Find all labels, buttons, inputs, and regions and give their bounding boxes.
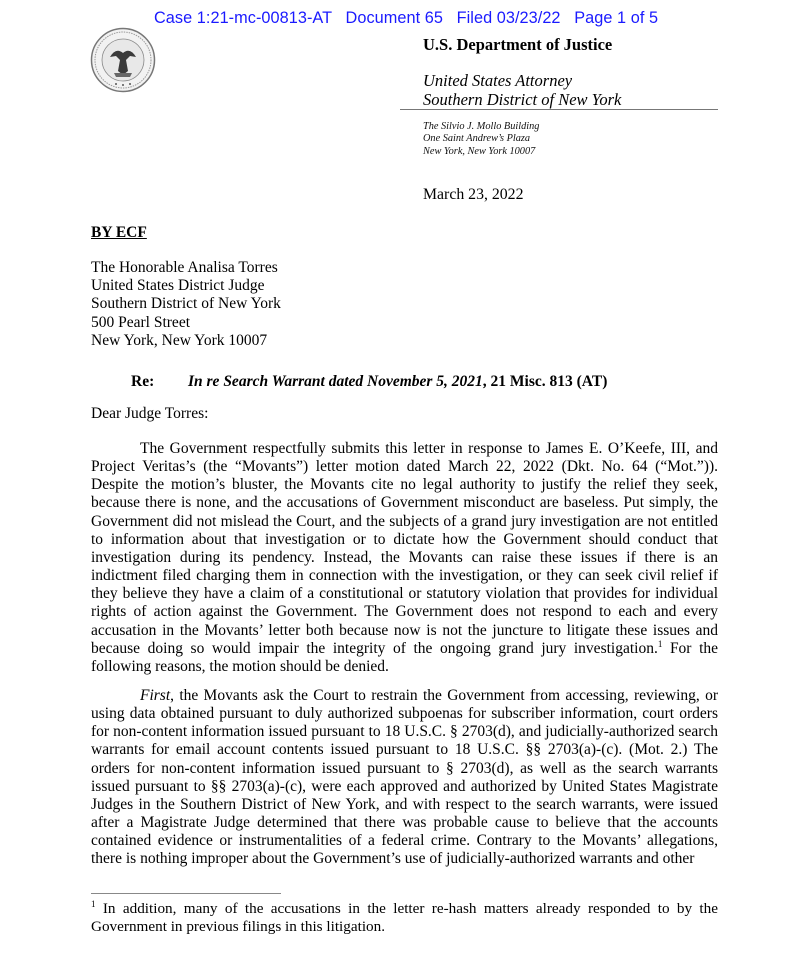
address-line: The Silvio J. Mollo Building <box>423 121 540 132</box>
footnote-divider <box>91 893 281 894</box>
body-paragraph-1 <box>91 440 718 676</box>
office-name <box>423 71 621 109</box>
ecf-header-stamp: Case 1:21-mc-00813-AT Document 65 Filed 03/23/22 Page 1 of 5 <box>154 9 659 27</box>
paragraph-text: The Government respectfully submits this letter in response to James E. O’Keefe, III, and Project Veritas’s (the “Movants”) letter motion dated March 22, 2022 (Dkt. No. 64 (“Mot.”)). Despite the motion’s bluster, the Movants cite no legal authority to justify the relief they seek, because there is none, and the accusations of Government misconduct are baseless. Put simply, the Government did not mislead the Court, and the subjects of a grand jury investigation are not entitled to information about that investigation or to dictate how the Government should conduct that investigation during its pendency. Instead, the Movants can raise these issues if there is an indictment filed charging them in connection with the investigation, or they can seek civil relief if they believe they have a claim of a constitutional or statutory violation that provides for individual rights of action against the Government. The Government does not respond to each and every accusation in the Movants’ letter both because now is not the juncture to litigate these issues and because doing so would impair the integrity of the ongoing grand jury investigation. <box>91 440 718 657</box>
address-line: One Saint Andrew’s Plaza <box>423 133 531 145</box>
delivery-method: BY ECF <box>91 224 147 241</box>
letter-date: March 23, 2022 <box>423 186 524 203</box>
recipient-line: New York, New York 10007 <box>91 331 268 349</box>
recipient-line: 500 Pearl Street <box>91 313 191 331</box>
case-number: , 21 Misc. 813 (AT) <box>482 373 608 390</box>
salutation: Dear Judge Torres: <box>91 405 209 422</box>
case-title: In re Search Warrant dated November 5, 2021 <box>188 373 483 390</box>
department-name: U.S. Department of Justice <box>423 35 613 54</box>
footnote-number: 1 <box>91 899 96 909</box>
paragraph-text: For the following reasons, the motion should be denied. <box>91 639 719 675</box>
paragraph-text: , the Movants ask the Court to restrain the Government from accessing, reviewing, or using data obtained pursuant to duly authorized subpoenas for subscriber information, court orders for non-content information issued pursuant to 18 U.S.C. § 2703(d), and judicially-authorized search warrants for email account contents issued pursuant to 18 U.S.C. §§ 2703(a)-(c). (Mot. 2.) The orders for non-content information issued pursuant to § 2703(d), as well as the search warrants issued pursuant to §§ 2703(a)-(c), were each approved and authorized by United States Magistrate Judges in the Southern District of New York, and with respect to the search warrants, were issued after a Magistrate Judge determined that there was probable cause to believe that the accounts contained evidence or instrumentalities of a federal crime. Contrary to the Movants’ allegations, there is nothing improper about the Government’s use of judicially-authorized warrants and other <box>91 687 718 868</box>
paragraph-lead: First <box>140 687 171 704</box>
office-line: Southern District of New York <box>423 90 622 109</box>
address-line: New York, New York 10007 <box>423 145 536 157</box>
footnote-text: In addition, many of the accusations in the letter re-hash matters already responded to by the Government in previous filings in this litigation. <box>91 900 718 935</box>
office-address <box>423 121 539 158</box>
doj-seal-icon <box>90 27 156 93</box>
footnote-reference[interactable]: 1 <box>657 638 663 649</box>
recipient-line: Southern District of New York <box>91 295 281 313</box>
recipient-block <box>91 259 281 350</box>
recipient-line: United States District Judge <box>91 277 265 295</box>
letterhead-divider <box>400 109 718 110</box>
subject-label: Re: <box>131 373 155 390</box>
footnote-1 <box>91 900 718 936</box>
subject-line <box>131 373 607 391</box>
recipient-line: The Honorable Analisa Torres <box>91 259 278 276</box>
office-line: United States Attorney <box>423 71 573 90</box>
body-paragraph-2 <box>91 687 718 869</box>
